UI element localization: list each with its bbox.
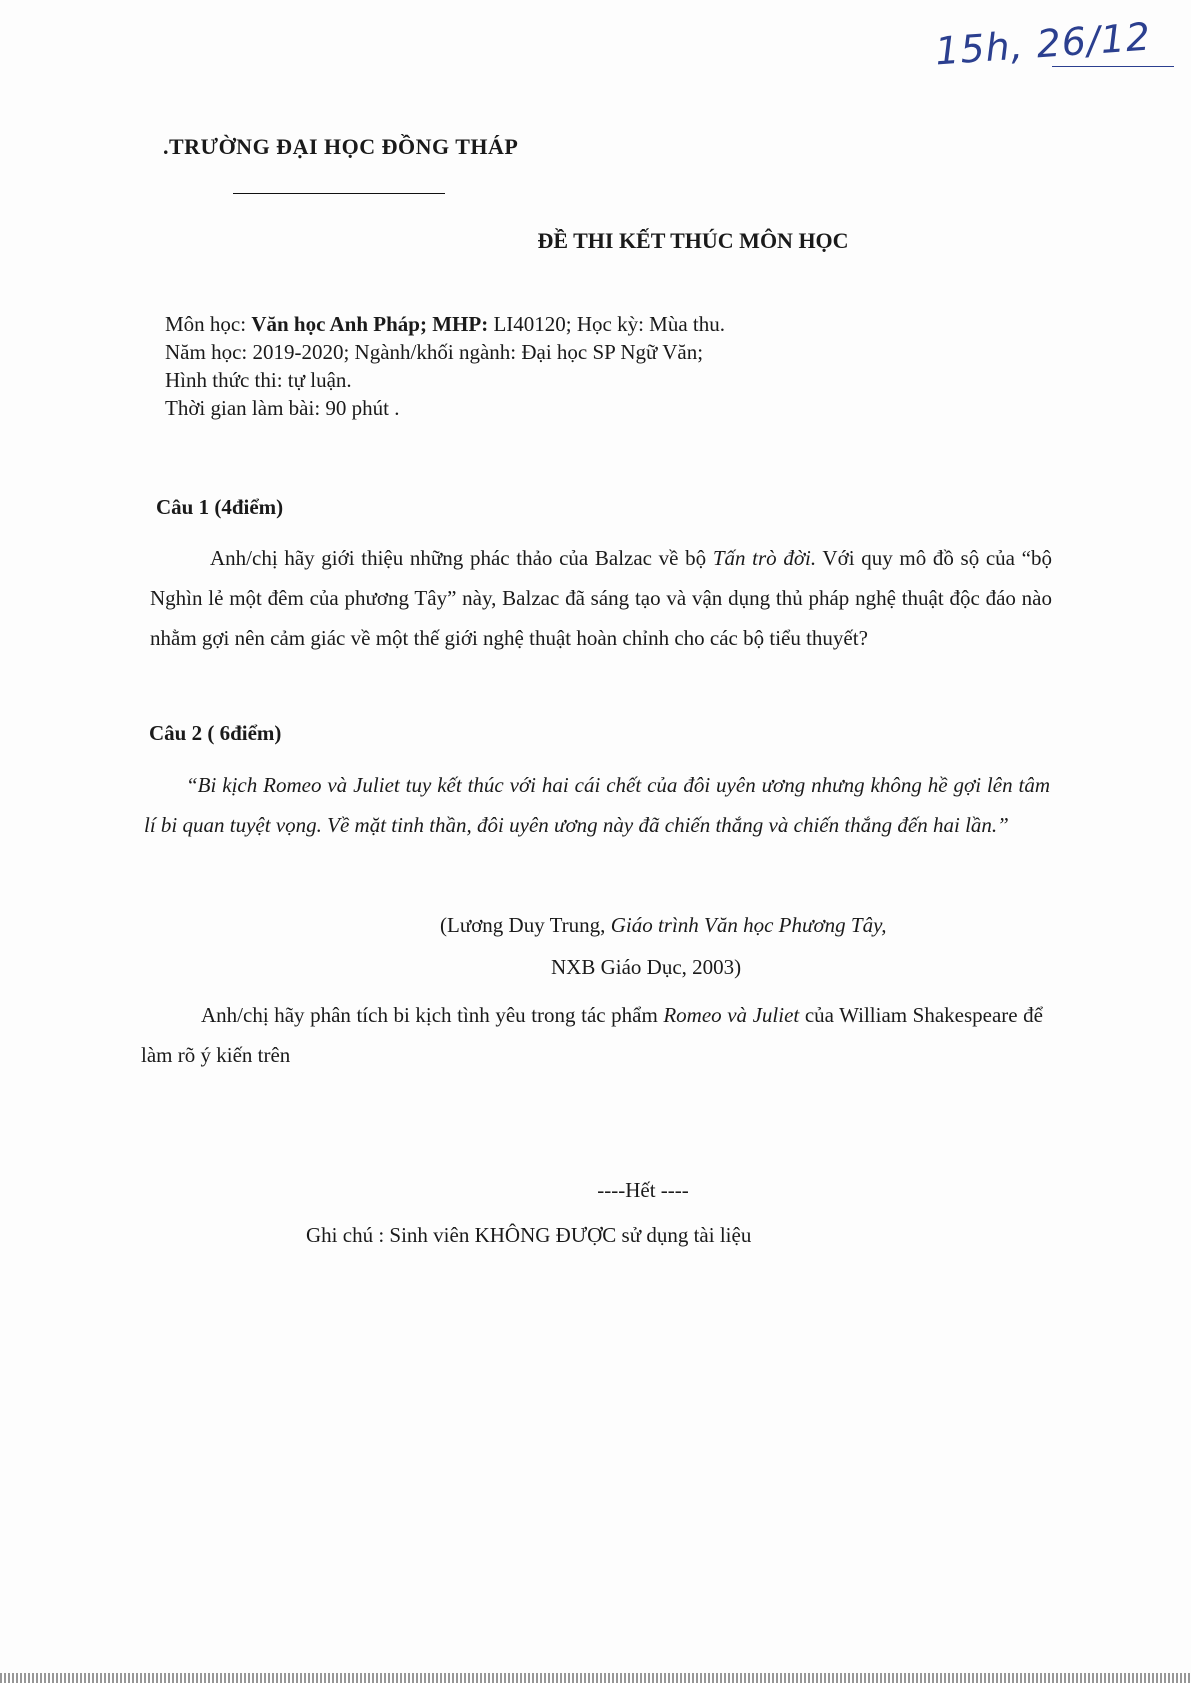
question2-task-b: của William Shakespeare để làm rõ ý kiến trên (141, 1003, 1043, 1067)
scan-edge (0, 1673, 1191, 1683)
question2-heading: Câu 2 ( 6điểm) (149, 721, 282, 745)
question1-work-title: Tấn trò đời. (712, 546, 817, 570)
exam-end-marker: ----Hết ---- (597, 1178, 689, 1202)
handwritten-underline (1052, 66, 1174, 67)
question2-quote-text: “Bi kịch Romeo và Juliet tuy kết thúc với hai cái chết của đôi uyên ương nhưng không hề gợi lên tâm lí bi quan tuyệt vọng. Về mặt tinh thần, đôi uyên ương này đã chiến thắng và chiến thắng đến hai lần.” (144, 773, 1050, 837)
meta-year-line: Năm học: 2019-2020; Ngành/khối ngành: Đại học SP Ngữ Văn; (165, 340, 704, 364)
citation-author: (Lương Duy Trung, (440, 913, 611, 937)
question2-citation-publisher: NXB Giáo Dục, 2003) (551, 955, 742, 979)
citation-book: Giáo trình Văn học Phương Tây, (610, 913, 887, 937)
exam-footer-note: Ghi chú : Sinh viên KHÔNG ĐƯỢC sử dụng tài liệu (306, 1223, 752, 1247)
subject-value: Văn học Anh Pháp; (251, 312, 427, 336)
school-divider (233, 193, 445, 194)
meta-format-line: Hình thức thi: tự luận. (165, 368, 352, 392)
mhp-label: MHP: (426, 312, 494, 336)
handwritten-note: 15h, 26/12 (933, 14, 1153, 74)
question2-task-a: Anh/chị hãy phân tích bi kịch tình yêu trong tác phẩm (201, 1003, 664, 1027)
question2-citation-line1 (440, 905, 887, 945)
subject-label: Môn học: (165, 312, 252, 336)
meta-duration-line: Thời gian làm bài: 90 phút . (165, 396, 400, 420)
question2-task-work: Romeo và Juliet (663, 1003, 800, 1027)
mhp-value: LI40120; Học kỳ: Mùa thu. (493, 312, 726, 336)
school-name: .TRƯỜNG ĐẠI HỌC ĐỒNG THÁP (163, 134, 519, 159)
question1-text-b: Với quy mô đồ sộ của “bộ Nghìn lẻ một đêm của phương Tây” này, Balzac đã sáng tạo và vận dụng thủ pháp nghệ thuật độc đáo nào nhằm gợi nên cảm giác về một thế giới nghệ thuật hoàn chỉnh cho các bộ tiểu thuyết? (150, 546, 1052, 650)
question2-task (141, 995, 1043, 1075)
meta-subject-line (165, 310, 725, 338)
exam-meta (165, 310, 725, 422)
question2-quote (144, 765, 1050, 845)
question1-text-a: Anh/chị hãy giới thiệu những phác thảo của Balzac về bộ (210, 546, 713, 570)
exam-title: ĐỀ THI KẾT THÚC MÔN HỌC (537, 228, 849, 253)
question1-text (150, 538, 1052, 658)
question1-heading: Câu 1 (4điểm) (156, 495, 284, 519)
